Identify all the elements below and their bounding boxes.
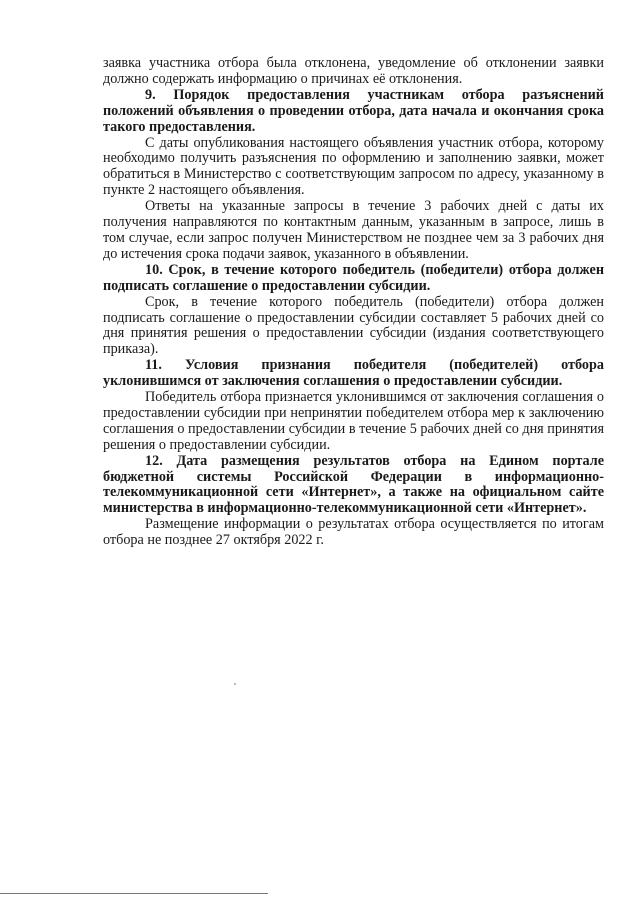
heading-section-9: 9. Порядок предоставления участникам отбора разъяснений положений объявления о проведении отбора, дата начала и окончания срока такого предоставления.: [103, 86, 604, 135]
paragraph-clarification-request: С даты опубликования настоящего объявления участник отбора, которому необходимо получить разъяснения по оформлению и заполнению заявки, может обратиться в Министерство с соответствующим запросом по адресу, указанному в пункте 2 настоящего объявления.: [103, 134, 604, 199]
scan-speck: [234, 683, 236, 685]
document-body: [103, 56, 604, 549]
paragraph-evasion-conditions: Победитель отбора признается уклонившимся от заключения соглашения о предоставлении субсидии при непринятии победителем отбора мер к заключению соглашения о предоставлении субсидии в течение 5 рабочих дней со дня принятия решения о предоставлении субсидии.: [103, 389, 604, 453]
heading-section-11: 11. Условия признания победителя (победителей) отбора уклонившимся от заключения соглашения о предоставлении субсидии.: [103, 357, 604, 390]
paragraph-results-publication: Размещение информации о результатах отбора осуществляется по итогам отбора не позднее 27 октября 2022 г.: [103, 516, 604, 549]
footer-rule: [0, 893, 268, 894]
paragraph-clarification-response: Ответы на указанные запросы в течение 3 рабочих дней с даты их получения направляются по контактным данным, указанным в запросе, лишь в том случае, если запрос получен Министерством не позднее чем за 3 рабочих дня до истечения срока подачи заявок, указанного в объявлении.: [103, 198, 604, 262]
heading-section-10: 10. Срок, в течение которого победитель (победители) отбора должен подписать соглашение о предоставлении субсидии.: [103, 261, 604, 294]
paragraph-signing-deadline: Срок, в течение которого победитель (победители) отбора должен подписать соглашение о предоставлении субсидии составляет 5 рабочих дней со дня принятия решения о предоставлении субсидии (издания соответствующего приказа).: [103, 293, 604, 358]
paragraph-rejection-notice: заявка участника отбора была отклонена, уведомление об отклонении заявки должно содержать информацию о причинах её отклонения.: [103, 55, 604, 87]
heading-section-12: 12. Дата размещения результатов отбора на Едином портале бюджетной системы Российской Федерации в информационно-телекоммуникационной сети «Интернет», а также на официальном сайте министерства в информационно-телекоммуникационной сети «Интернет».: [103, 452, 604, 517]
